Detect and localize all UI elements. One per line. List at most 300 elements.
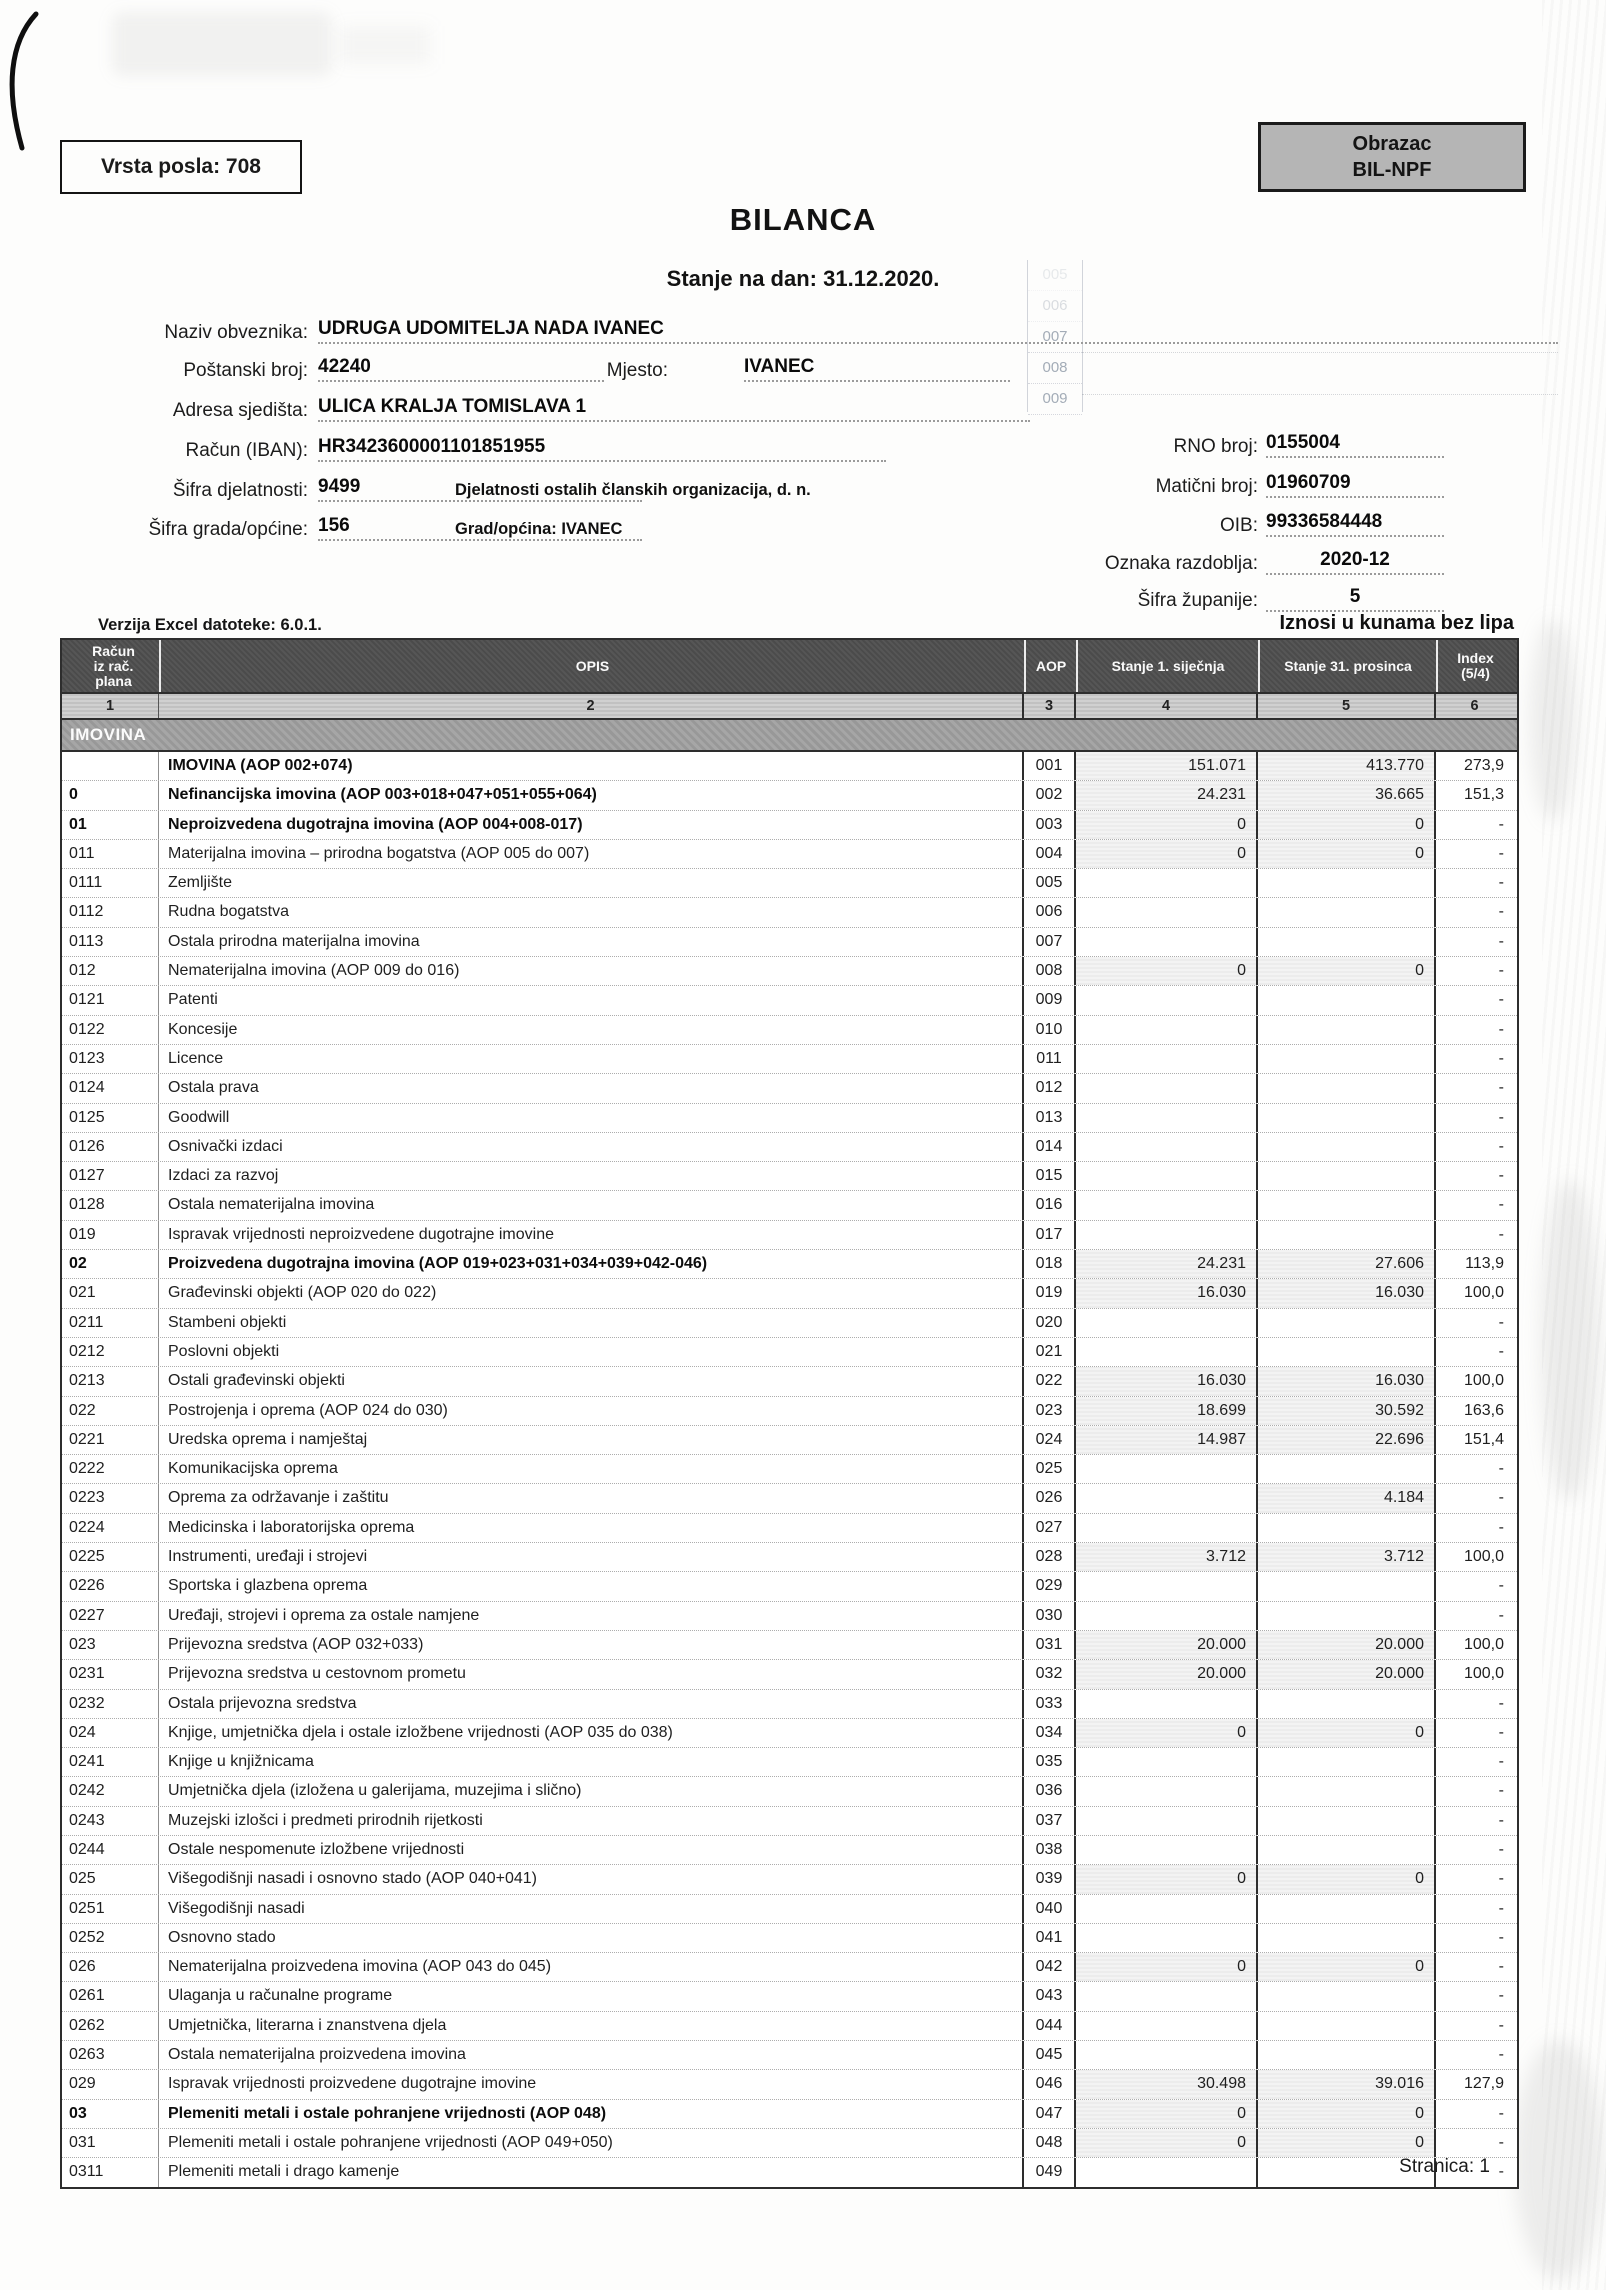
cell-s1 — [1076, 1338, 1258, 1366]
cell-code: 0232 — [62, 1690, 159, 1718]
cell-idx: - — [1498, 962, 1504, 980]
amounts-note: Iznosi u kunama bez lipa — [1279, 612, 1514, 634]
section-header-imovina: IMOVINA — [62, 720, 1517, 752]
cell-idx: - — [1498, 1225, 1504, 1243]
cell-s1 — [1076, 2041, 1258, 2069]
cell-s1: 3.712 — [1076, 1543, 1258, 1571]
cell-s31 — [1258, 1690, 1436, 1718]
cell-desc: Neproizvedena dugotrajna imovina (AOP 004+008-017) — [159, 811, 1024, 839]
cell-code: 025 — [62, 1865, 159, 1893]
cell-s1: 14.987 — [1076, 1426, 1258, 1454]
postanski-broj-value: 42240 — [318, 356, 604, 382]
table-row — [62, 1221, 1517, 1250]
cell-aop: 043 — [1024, 1982, 1076, 2010]
cell-desc: Prijevozna sredstva (AOP 032+033) — [159, 1631, 1024, 1659]
cell-desc: Ostala prirodna materijalna imovina — [159, 928, 1024, 956]
cell-idx: - — [1498, 1723, 1504, 1741]
cell-aop: 002 — [1024, 781, 1076, 809]
obrazac-box — [1258, 122, 1526, 192]
sifra-djelatnosti-value: 9499 — [318, 476, 642, 502]
cell-desc: Postrojenja i oprema (AOP 024 do 030) — [159, 1397, 1024, 1425]
cell-s1: 151.071 — [1076, 752, 1258, 780]
table-row — [62, 1719, 1517, 1748]
cell-s31 — [1258, 1309, 1436, 1337]
cell-s31 — [1258, 1221, 1436, 1249]
cell-idx: - — [1498, 1577, 1504, 1595]
cell-idx: 151,4 — [1463, 1430, 1504, 1448]
table-row — [62, 781, 1517, 810]
oznaka-razdoblja-label: Oznaka razdoblja: — [1104, 553, 1258, 574]
cell-code: 0112 — [62, 898, 159, 926]
cell-aop: 040 — [1024, 1895, 1076, 1923]
cell-s1 — [1076, 1572, 1258, 1600]
cell-code: 022 — [62, 1397, 159, 1425]
cell-desc: Prijevozna sredstva u cestovnom prometu — [159, 1660, 1024, 1688]
obrazac-label: Obrazac — [1352, 133, 1432, 155]
table-row — [62, 1104, 1517, 1133]
cell-aop: 025 — [1024, 1455, 1076, 1483]
cell-code: 0221 — [62, 1426, 159, 1454]
cell-aop: 034 — [1024, 1719, 1076, 1747]
maticni-broj-label: Matični broj: — [1155, 476, 1258, 497]
cell-desc: Goodwill — [159, 1104, 1024, 1132]
cell-idx: - — [1498, 1196, 1504, 1214]
column-number: 2 — [159, 694, 1024, 718]
oznaka-razdoblja-value: 2020-12 — [1266, 549, 1444, 575]
cell-s1: 20.000 — [1076, 1660, 1258, 1688]
cell-desc: Umjetnička, literarna i znanstvena djela — [159, 2012, 1024, 2040]
vrsta-posla-label: Vrsta posla: 708 — [101, 155, 261, 178]
cell-code: 012 — [62, 957, 159, 985]
cell-s1: 30.498 — [1076, 2070, 1258, 2098]
rno-broj-value: 0155004 — [1266, 432, 1444, 458]
cell-s31 — [1258, 928, 1436, 956]
column-number: 1 — [62, 694, 159, 718]
cell-idx: - — [1498, 874, 1504, 892]
cell-aop: 015 — [1024, 1162, 1076, 1190]
cell-s1: 0 — [1076, 840, 1258, 868]
cell-aop: 038 — [1024, 1836, 1076, 1864]
cell-aop: 026 — [1024, 1484, 1076, 1512]
scan-smudge — [112, 12, 332, 76]
cell-idx: 100,0 — [1463, 1372, 1504, 1390]
cell-s1: 20.000 — [1076, 1631, 1258, 1659]
cell-aop: 006 — [1024, 898, 1076, 926]
cell-desc: Plemeniti metali i drago kamenje — [159, 2158, 1024, 2186]
cell-desc: Plemeniti metali i ostale pohranjene vrijednosti (AOP 048) — [159, 2100, 1024, 2128]
table-row — [62, 1250, 1517, 1279]
cell-s1: 0 — [1076, 811, 1258, 839]
scan-smudge — [340, 26, 430, 64]
cell-desc: Ostali građevinski objekti — [159, 1367, 1024, 1395]
cell-aop: 009 — [1024, 986, 1076, 1014]
ghost-number: 008 — [1028, 353, 1082, 384]
header-account-column — [62, 640, 159, 692]
cell-code: 0224 — [62, 1514, 159, 1542]
cell-code: 0124 — [62, 1074, 159, 1102]
cell-aop: 045 — [1024, 2041, 1076, 2069]
cell-aop: 027 — [1024, 1514, 1076, 1542]
postanski-broj-label: Poštanski broj: — [183, 360, 308, 381]
cell-s1: 16.030 — [1076, 1279, 1258, 1307]
cell-aop: 042 — [1024, 1953, 1076, 1981]
cell-s1 — [1076, 1777, 1258, 1805]
cell-code: 0213 — [62, 1367, 159, 1395]
cell-s1 — [1076, 1221, 1258, 1249]
cell-code: 02 — [62, 1250, 159, 1278]
cell-idx: 100,0 — [1463, 1665, 1504, 1683]
cell-s1 — [1076, 928, 1258, 956]
cell-desc: Ostala nematerijalna imovina — [159, 1191, 1024, 1219]
cell-desc: Medicinska i laboratorijska oprema — [159, 1514, 1024, 1542]
cell-aop: 035 — [1024, 1748, 1076, 1776]
scan-edge-noise — [1540, 1180, 1600, 1500]
cell-s1 — [1076, 1602, 1258, 1630]
cell-s1 — [1076, 1016, 1258, 1044]
cell-aop: 048 — [1024, 2129, 1076, 2157]
djelatnost-note: Djelatnosti ostalih članskih organizacija, d. n. — [455, 481, 811, 499]
header-index-column — [1436, 640, 1513, 692]
cell-s1 — [1076, 1045, 1258, 1073]
sifra-zupanije-value: 5 — [1266, 586, 1444, 612]
cell-aop: 030 — [1024, 1602, 1076, 1630]
cell-s1 — [1076, 869, 1258, 897]
cell-s31 — [1258, 1191, 1436, 1219]
cell-code: 023 — [62, 1631, 159, 1659]
cell-idx: - — [1498, 1811, 1504, 1829]
cell-desc: Umjetnička djela (izložena u galerijama, muzejima i slično) — [159, 1777, 1024, 1805]
cell-s31: 0 — [1258, 957, 1436, 985]
cell-desc: Plemeniti metali i ostale pohranjene vrijednosti (AOP 049+050) — [159, 2129, 1024, 2157]
table-row — [62, 1602, 1517, 1631]
cell-code: 019 — [62, 1221, 159, 1249]
cell-aop: 003 — [1024, 811, 1076, 839]
column-number: 4 — [1076, 694, 1258, 718]
cell-s31 — [1258, 1162, 1436, 1190]
cell-s31 — [1258, 1602, 1436, 1630]
cell-s31 — [1258, 2012, 1436, 2040]
cell-s1 — [1076, 1514, 1258, 1542]
cell-aop: 022 — [1024, 1367, 1076, 1395]
cell-aop: 012 — [1024, 1074, 1076, 1102]
bilanca-table — [60, 638, 1519, 2189]
cell-aop: 014 — [1024, 1133, 1076, 1161]
cell-aop: 023 — [1024, 1397, 1076, 1425]
sifra-grada-value: 156 — [318, 515, 642, 541]
cell-code: 0223 — [62, 1484, 159, 1512]
ghost-number: 006 — [1028, 291, 1082, 322]
cell-aop: 036 — [1024, 1777, 1076, 1805]
table-row — [62, 1338, 1517, 1367]
cell-s31: 39.016 — [1258, 2070, 1436, 2098]
cell-idx: - — [1498, 2104, 1504, 2122]
cell-s31 — [1258, 1836, 1436, 1864]
cell-idx: - — [1498, 1079, 1504, 1097]
cell-aop: 033 — [1024, 1690, 1076, 1718]
cell-aop: 011 — [1024, 1045, 1076, 1073]
table-row — [62, 1455, 1517, 1484]
cell-code: 0231 — [62, 1660, 159, 1688]
cell-desc: IMOVINA (AOP 002+074) — [159, 752, 1024, 780]
cell-desc: Materijalna imovina – prirodna bogatstva (AOP 005 do 007) — [159, 840, 1024, 868]
column-number: 3 — [1024, 694, 1076, 718]
cell-idx: - — [1498, 1606, 1504, 1624]
cell-code: 0241 — [62, 1748, 159, 1776]
cell-desc: Ostala nematerijalna proizvedena imovina — [159, 2041, 1024, 2069]
cell-idx: 100,0 — [1463, 1284, 1504, 1302]
header-aop-column: AOP — [1024, 640, 1076, 692]
cell-idx: - — [1498, 2133, 1504, 2151]
cell-s1 — [1076, 2158, 1258, 2186]
cell-s31 — [1258, 1777, 1436, 1805]
table-row — [62, 1690, 1517, 1719]
column-number-row — [62, 692, 1517, 720]
vrsta-posla-box — [60, 140, 302, 194]
cell-idx: 113,9 — [1465, 1255, 1504, 1273]
racun-iban-value: HR3423600001101851955 — [318, 436, 886, 462]
cell-aop: 028 — [1024, 1543, 1076, 1571]
cell-s31 — [1258, 986, 1436, 1014]
cell-s31 — [1258, 869, 1436, 897]
table-row — [62, 1133, 1517, 1162]
table-row — [62, 1045, 1517, 1074]
cell-idx: - — [1498, 1313, 1504, 1331]
table-row — [62, 1279, 1517, 1308]
table-row — [62, 1777, 1517, 1806]
table-row — [62, 1426, 1517, 1455]
cell-code: 0126 — [62, 1133, 159, 1161]
cell-idx: - — [1498, 2163, 1504, 2181]
cell-aop: 001 — [1024, 752, 1076, 780]
cell-s1 — [1076, 898, 1258, 926]
cell-code: 011 — [62, 840, 159, 868]
document-subtitle: Stanje na dan: 31.12.2020. — [666, 266, 940, 291]
cell-desc: Nematerijalna proizvedena imovina (AOP 043 do 045) — [159, 1953, 1024, 1981]
cell-idx: - — [1498, 1342, 1504, 1360]
table-row — [62, 1982, 1517, 2011]
table-row — [62, 1836, 1517, 1865]
cell-s31 — [1258, 1455, 1436, 1483]
table-row — [62, 840, 1517, 869]
cell-desc: Rudna bogatstva — [159, 898, 1024, 926]
table-row — [62, 1748, 1517, 1777]
table-row — [62, 1191, 1517, 1220]
cell-s31: 4.184 — [1258, 1484, 1436, 1512]
cell-s1 — [1076, 1924, 1258, 1952]
cell-desc: Oprema za održavanje i zaštitu — [159, 1484, 1024, 1512]
cell-aop: 031 — [1024, 1631, 1076, 1659]
cell-code: 029 — [62, 2070, 159, 2098]
table-row — [62, 2129, 1517, 2158]
cell-idx: - — [1498, 2016, 1504, 2034]
cell-s31: 30.592 — [1258, 1397, 1436, 1425]
cell-desc: Koncesije — [159, 1016, 1024, 1044]
cell-aop: 029 — [1024, 1572, 1076, 1600]
cell-desc: Stambeni objekti — [159, 1309, 1024, 1337]
cell-code: 0263 — [62, 2041, 159, 2069]
cell-idx: - — [1498, 1167, 1504, 1185]
column-number: 5 — [1258, 694, 1436, 718]
cell-desc: Licence — [159, 1045, 1024, 1073]
bleed-through-line — [1082, 352, 1558, 353]
table-row — [62, 2100, 1517, 2129]
cell-desc: Osnovno stado — [159, 1924, 1024, 1952]
table-row — [62, 957, 1517, 986]
cell-s1: 0 — [1076, 2129, 1258, 2157]
cell-aop: 005 — [1024, 869, 1076, 897]
naziv-obveznika-value: UDRUGA UDOMITELJA NADA IVANEC — [318, 318, 1558, 344]
cell-aop: 037 — [1024, 1807, 1076, 1835]
cell-s31 — [1258, 1133, 1436, 1161]
cell-code: 0123 — [62, 1045, 159, 1073]
table-row — [62, 752, 1517, 781]
cell-idx: - — [1498, 1899, 1504, 1917]
cell-desc: Zemljište — [159, 869, 1024, 897]
cell-desc: Ostala prava — [159, 1074, 1024, 1102]
cell-s1: 16.030 — [1076, 1367, 1258, 1395]
cell-s1 — [1076, 2012, 1258, 2040]
table-row — [62, 1016, 1517, 1045]
cell-s31 — [1258, 1338, 1436, 1366]
cell-desc: Ispravak vrijednosti neproizvedene dugotrajne imovine — [159, 1221, 1024, 1249]
cell-aop: 010 — [1024, 1016, 1076, 1044]
table-row — [62, 1514, 1517, 1543]
cell-s1 — [1076, 1690, 1258, 1718]
cell-idx: - — [1498, 844, 1504, 862]
cell-s1 — [1076, 1807, 1258, 1835]
cell-s31 — [1258, 1807, 1436, 1835]
cell-code: 0 — [62, 781, 159, 809]
cell-code: 0127 — [62, 1162, 159, 1190]
cell-code: 0211 — [62, 1309, 159, 1337]
cell-desc: Komunikacijska oprema — [159, 1455, 1024, 1483]
cell-s1 — [1076, 1982, 1258, 2010]
table-row — [62, 1924, 1517, 1953]
cell-desc: Višegodišnji nasadi — [159, 1895, 1024, 1923]
mjesto-value: IVANEC — [744, 356, 1010, 382]
cell-s1 — [1076, 1133, 1258, 1161]
cell-aop: 008 — [1024, 957, 1076, 985]
cell-aop: 046 — [1024, 2070, 1076, 2098]
cell-s1: 18.699 — [1076, 1397, 1258, 1425]
cell-aop: 018 — [1024, 1250, 1076, 1278]
cell-code: 0128 — [62, 1191, 159, 1219]
bleed-through-line — [1082, 394, 1558, 395]
table-header-row — [62, 640, 1517, 692]
cell-idx: - — [1498, 1694, 1504, 1712]
cell-s1 — [1076, 1162, 1258, 1190]
cell-desc: Poslovni objekti — [159, 1338, 1024, 1366]
scan-edge-noise — [1530, 620, 1576, 820]
cell-s31: 0 — [1258, 1865, 1436, 1893]
cell-desc: Nematerijalna imovina (AOP 009 do 016) — [159, 957, 1024, 985]
table-row — [62, 1074, 1517, 1103]
cell-aop: 016 — [1024, 1191, 1076, 1219]
cell-desc: Sportska i glazbena oprema — [159, 1572, 1024, 1600]
cell-desc: Osnivački izdaci — [159, 1133, 1024, 1161]
cell-code: 0242 — [62, 1777, 159, 1805]
table-row — [62, 1543, 1517, 1572]
mjesto-label: Mjesto: — [606, 360, 668, 381]
grad-opcina-note: Grad/općina: IVANEC — [455, 520, 623, 538]
cell-s31 — [1258, 1982, 1436, 2010]
header-line: (5/4) — [1461, 665, 1490, 681]
cell-idx: - — [1498, 1782, 1504, 1800]
cell-code: 0262 — [62, 2012, 159, 2040]
cell-s1: 0 — [1076, 1953, 1258, 1981]
header-line: Račun — [92, 642, 135, 659]
cell-s1: 0 — [1076, 2100, 1258, 2128]
cell-idx: 151,3 — [1463, 786, 1504, 804]
cell-desc: Uređaji, strojevi i oprema za ostale namjene — [159, 1602, 1024, 1630]
cell-code: 0227 — [62, 1602, 159, 1630]
cell-s1: 0 — [1076, 957, 1258, 985]
cell-idx: - — [1498, 1753, 1504, 1771]
table-row — [62, 1631, 1517, 1660]
cell-aop: 049 — [1024, 2158, 1076, 2186]
cell-code: 026 — [62, 1953, 159, 1981]
excel-version-note: Verzija Excel datoteke: 6.0.1. — [98, 616, 322, 634]
header-stanje31-column: Stanje 31. prosinca — [1258, 640, 1436, 692]
table-row — [62, 2012, 1517, 2041]
cell-s1 — [1076, 986, 1258, 1014]
oib-label: OIB: — [1219, 515, 1258, 536]
cell-s1 — [1076, 1455, 1258, 1483]
cell-desc: Višegodišnji nasadi i osnovno stado (AOP 040+041) — [159, 1865, 1024, 1893]
cell-code: 0226 — [62, 1572, 159, 1600]
table-row — [62, 1572, 1517, 1601]
cell-s31: 20.000 — [1258, 1660, 1436, 1688]
cell-aop: 039 — [1024, 1865, 1076, 1893]
cell-s1: 24.231 — [1076, 1250, 1258, 1278]
cell-code: 0113 — [62, 928, 159, 956]
cell-s1 — [1076, 1074, 1258, 1102]
table-row — [62, 928, 1517, 957]
table-row — [62, 869, 1517, 898]
table-row — [62, 2070, 1517, 2099]
sifra-grada-label: Šifra grada/općine: — [148, 519, 308, 540]
cell-desc: Ispravak vrijednosti proizvedene dugotrajne imovine — [159, 2070, 1024, 2098]
cell-idx: - — [1498, 1518, 1504, 1536]
cell-code: 0244 — [62, 1836, 159, 1864]
cell-s31 — [1258, 1924, 1436, 1952]
cell-code: 0212 — [62, 1338, 159, 1366]
cell-code: 0111 — [62, 869, 159, 897]
cell-s31: 0 — [1258, 2100, 1436, 2128]
table-row — [62, 986, 1517, 1015]
cell-s31: 413.770 — [1258, 752, 1436, 780]
rno-broj-label: RNO broj: — [1173, 436, 1258, 457]
cell-code: 0121 — [62, 986, 159, 1014]
header-stanje1-column: Stanje 1. siječnja — [1076, 640, 1258, 692]
cell-aop: 007 — [1024, 928, 1076, 956]
table-row — [62, 1309, 1517, 1338]
cell-s1 — [1076, 1836, 1258, 1864]
cell-desc: Ulaganja u računalne programe — [159, 1982, 1024, 2010]
cell-idx: 100,0 — [1463, 1548, 1504, 1566]
cell-idx: - — [1498, 1020, 1504, 1038]
table-body — [62, 752, 1517, 2187]
table-row — [62, 811, 1517, 840]
cell-s31 — [1258, 2041, 1436, 2069]
cell-code: 024 — [62, 1719, 159, 1747]
cell-idx: - — [1498, 1137, 1504, 1155]
cell-s1 — [1076, 1895, 1258, 1923]
cell-idx: 127,9 — [1463, 2075, 1504, 2093]
cell-s1: 24.231 — [1076, 781, 1258, 809]
cell-desc: Uredska oprema i namještaj — [159, 1426, 1024, 1454]
cell-aop: 004 — [1024, 840, 1076, 868]
